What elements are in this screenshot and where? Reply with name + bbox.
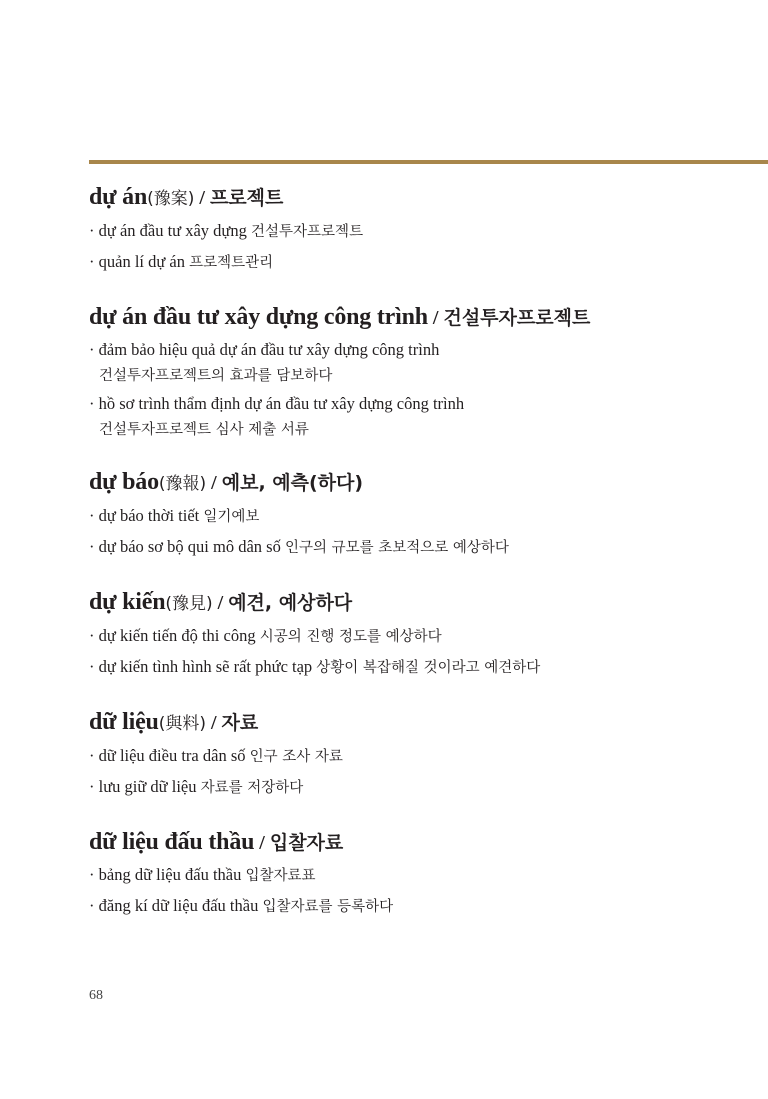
example-ko-line: 건설투자프로젝트의 효과를 담보하다	[99, 368, 333, 384]
korean-translation: 입찰자료	[269, 832, 344, 854]
entry-heading	[89, 300, 749, 335]
hanja: (豫案)	[147, 189, 195, 209]
example-vi-line: · hồ sơ trình thẩm định dự án đầu tư xây dựng công trình	[89, 394, 465, 413]
example-ko: 입찰자료표	[245, 868, 316, 884]
example	[89, 652, 749, 683]
korean-translation: 자료	[221, 712, 259, 734]
example	[89, 741, 749, 772]
example-vi: · dự báo sơ bộ qui mô dân số	[89, 537, 281, 556]
example	[89, 891, 749, 922]
entry	[89, 300, 749, 443]
example-vi: · đăng kí dữ liệu đấu thầu	[89, 896, 259, 915]
page-number: 68	[89, 988, 103, 1003]
hanja: (豫見)	[165, 594, 213, 614]
example-vi: · dự báo thời tiết	[89, 506, 200, 525]
korean-translation: 프로젝트	[209, 187, 284, 209]
korean-translation: 예견, 예상하다	[228, 592, 353, 614]
example-vi: · dự kiến tình hình sẽ rất phức tạp	[89, 657, 313, 676]
example-vi: · dự án đầu tư xây dựng	[89, 221, 247, 240]
header-rule	[89, 160, 768, 164]
headword: dự án đầu tư xây dựng công trình	[89, 304, 428, 330]
example-ko: 프로젝트관리	[189, 255, 274, 271]
entry	[89, 585, 749, 683]
example-ko: 자료를 저장하다	[200, 780, 304, 796]
example-vi: · dự kiến tiến độ thi công	[89, 626, 256, 645]
separator: /	[206, 472, 222, 494]
example	[89, 772, 749, 803]
example-ko: 인구의 규모를 초보적으로 예상하다	[284, 540, 509, 556]
headword: dự án	[89, 184, 148, 210]
separator: /	[212, 592, 229, 614]
example-ko: 시공의 진행 정도를 예상하다	[259, 629, 442, 645]
entry-heading	[89, 585, 749, 621]
example	[89, 247, 749, 278]
example	[89, 860, 749, 891]
example-vi: · lưu giữ dữ liệu	[89, 777, 197, 796]
example	[89, 501, 749, 532]
headword: dữ liệu đấu thầu	[89, 829, 255, 855]
separator: /	[205, 712, 222, 734]
korean-translation: 예보, 예측(하다)	[221, 472, 364, 494]
separator: /	[427, 307, 444, 329]
dictionary-entries	[89, 180, 749, 944]
entry	[89, 705, 749, 803]
example-vi: · quản lí dự án	[89, 252, 186, 271]
example	[89, 532, 749, 563]
example-vi: · dữ liệu điều tra dân số	[89, 746, 246, 765]
example-ko: 일기예보	[203, 509, 260, 525]
headword: dự kiến	[89, 589, 166, 615]
headword: dữ liệu	[89, 709, 159, 735]
entry	[89, 180, 749, 278]
hanja: (豫報)	[158, 474, 207, 494]
example	[89, 216, 749, 247]
example-ko: 입찰자료를 등록하다	[262, 899, 394, 915]
entry	[89, 465, 749, 563]
example-ko: 상황이 복잡해질 것이라고 예견하다	[316, 660, 541, 676]
example-ko: 인구 조사 자료	[249, 749, 343, 765]
example-ko-line: 건설투자프로젝트 심사 제출 서류	[99, 422, 309, 438]
entry-heading	[89, 825, 749, 860]
example-ko: 건설투자프로젝트	[251, 224, 364, 240]
entry-heading	[89, 465, 749, 501]
example-vi-line: · đảm bảo hiệu quả dự án đầu tư xây dựng công trình	[89, 340, 440, 359]
separator: /	[194, 187, 210, 209]
entry	[89, 825, 749, 922]
hanja: (與料)	[158, 714, 206, 734]
entry-heading	[89, 705, 749, 741]
korean-translation: 건설투자프로젝트	[443, 307, 591, 329]
entry-heading	[89, 180, 749, 216]
headword: dự báo	[89, 469, 159, 495]
separator: /	[254, 832, 270, 854]
example	[89, 621, 749, 652]
example-vi: · bảng dữ liệu đấu thầu	[89, 865, 242, 884]
